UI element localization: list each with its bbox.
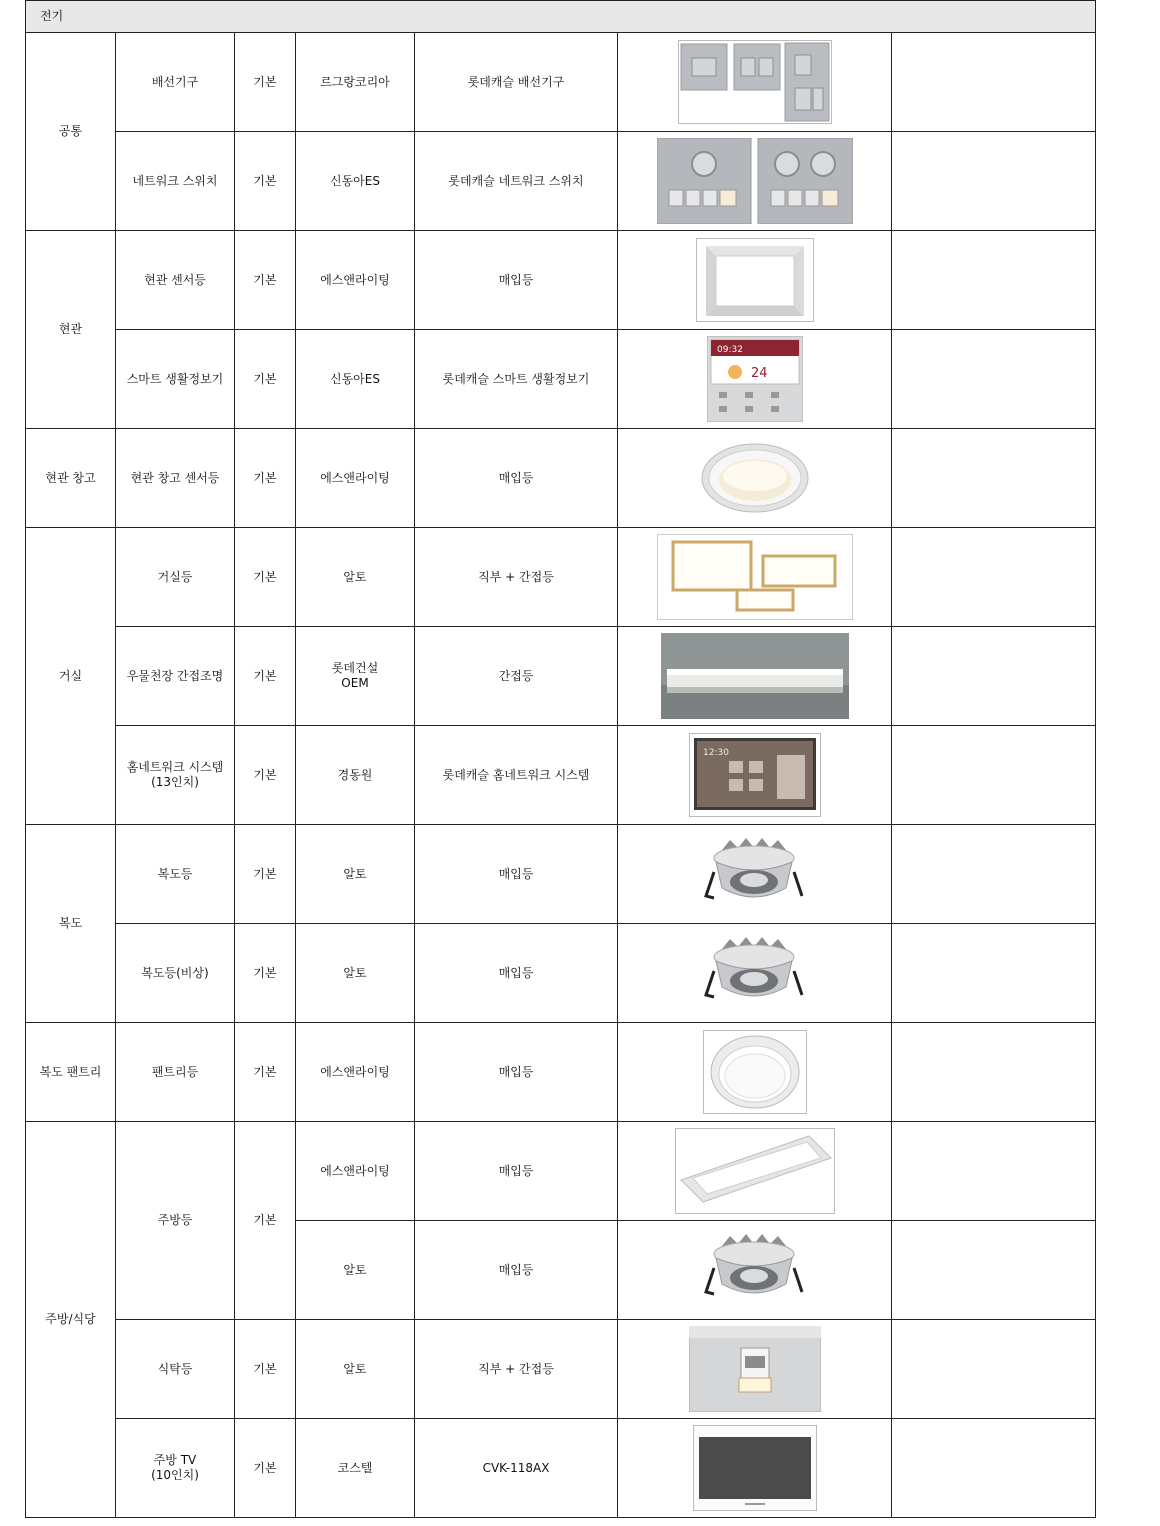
- section-header: 전기: [26, 1, 1096, 33]
- maker-cell: 르그랑코리아: [296, 33, 415, 132]
- product-cell: 매입등: [415, 1023, 618, 1122]
- rect-panel-icon: [675, 1128, 835, 1214]
- product-cell: 직부 + 간접등: [415, 1320, 618, 1419]
- item-cell: 우물천장 간접조명: [116, 627, 235, 726]
- product-cell: 매입등: [415, 825, 618, 924]
- maker-cell: 경동원: [296, 726, 415, 825]
- image-cell: [618, 33, 892, 132]
- image-cell: [618, 231, 892, 330]
- area-cell: 주방/식당: [26, 1122, 116, 1518]
- table-row: [26, 627, 1096, 726]
- kind-cell: 기본: [235, 1023, 296, 1122]
- kind-cell: 기본: [235, 1320, 296, 1419]
- item-cell: 복도등: [116, 825, 235, 924]
- spec-sheet: [25, 0, 1095, 1518]
- maker-cell: 에스앤라이팅: [296, 1122, 415, 1221]
- kind-cell: 기본: [235, 330, 296, 429]
- image-cell: [618, 330, 892, 429]
- image-cell: [618, 528, 892, 627]
- area-cell: 현관: [26, 231, 116, 429]
- item-cell: 현관 센서등: [116, 231, 235, 330]
- pendant-light-icon: [689, 1326, 821, 1412]
- recessed-downlight-icon: [700, 1228, 810, 1312]
- square-downlight-icon: [696, 238, 814, 322]
- note-cell: [892, 627, 1096, 726]
- recessed-downlight-icon: [700, 931, 810, 1015]
- ceiling-panel-icon: [657, 534, 853, 620]
- kind-cell: 기본: [235, 1122, 296, 1320]
- image-cell: [618, 726, 892, 825]
- item-cell: 식탁등: [116, 1320, 235, 1419]
- table-row: [26, 429, 1096, 528]
- maker-cell: 코스텔: [296, 1419, 415, 1518]
- table-row: [26, 1419, 1096, 1518]
- note-cell: [892, 33, 1096, 132]
- maker-cell: 에스앤라이팅: [296, 231, 415, 330]
- product-cell: 매입등: [415, 1221, 618, 1320]
- area-cell: 공통: [26, 33, 116, 231]
- note-cell: [892, 231, 1096, 330]
- image-cell: [618, 429, 892, 528]
- kind-cell: 기본: [235, 825, 296, 924]
- linear-light-icon: [661, 633, 849, 719]
- table-row: [26, 825, 1096, 924]
- image-cell: [618, 825, 892, 924]
- product-cell: 매입등: [415, 1122, 618, 1221]
- product-cell: 직부 + 간접등: [415, 528, 618, 627]
- table-row: [26, 528, 1096, 627]
- note-cell: [892, 429, 1096, 528]
- recessed-downlight-icon: [700, 832, 810, 916]
- smart-panel-time: 09:32: [716, 345, 743, 355]
- image-cell: [618, 1122, 892, 1221]
- area-cell: 복도: [26, 825, 116, 1023]
- note-cell: [892, 1023, 1096, 1122]
- item-cell: 주방 TV (10인치): [116, 1419, 235, 1518]
- table-row: [26, 231, 1096, 330]
- kitchen-tv-icon: [693, 1425, 817, 1511]
- item-cell: 팬트리등: [116, 1023, 235, 1122]
- home-network-tablet-icon: [689, 733, 821, 817]
- note-cell: [892, 924, 1096, 1023]
- note-cell: [892, 1320, 1096, 1419]
- image-cell: [618, 1023, 892, 1122]
- area-cell: 거실: [26, 528, 116, 825]
- item-cell: 홈네트워크 시스템 (13인치): [116, 726, 235, 825]
- table-row: [26, 33, 1096, 132]
- round-downlight-icon: [700, 438, 810, 518]
- item-cell: 배선기구: [116, 33, 235, 132]
- note-cell: [892, 825, 1096, 924]
- note-cell: [892, 1122, 1096, 1221]
- product-cell: 매입등: [415, 924, 618, 1023]
- kind-cell: 기본: [235, 1419, 296, 1518]
- product-cell: 롯데캐슬 홈네트워크 시스템: [415, 726, 618, 825]
- maker-cell: 신동아ES: [296, 330, 415, 429]
- note-cell: [892, 1419, 1096, 1518]
- kind-cell: 기본: [235, 429, 296, 528]
- image-cell: [618, 132, 892, 231]
- maker-cell: 에스앤라이팅: [296, 429, 415, 528]
- product-cell: 간접등: [415, 627, 618, 726]
- item-cell: 네트워크 스위치: [116, 132, 235, 231]
- round-downlight-icon: [703, 1030, 807, 1114]
- table-row: [26, 1122, 1096, 1221]
- table-row: [26, 1023, 1096, 1122]
- maker-cell: 에스앤라이팅: [296, 1023, 415, 1122]
- area-cell: 복도 팬트리: [26, 1023, 116, 1122]
- table-row: [26, 924, 1096, 1023]
- maker-cell: 알토: [296, 924, 415, 1023]
- electrical-spec-table: [25, 0, 1096, 1518]
- kind-cell: 기본: [235, 33, 296, 132]
- maker-cell: 알토: [296, 825, 415, 924]
- tablet-time: 12:30: [702, 748, 729, 758]
- maker-cell: 알토: [296, 528, 415, 627]
- product-cell: 매입등: [415, 429, 618, 528]
- wiring-switch-icon: [678, 40, 832, 124]
- area-cell: 현관 창고: [26, 429, 116, 528]
- kind-cell: 기본: [235, 627, 296, 726]
- note-cell: [892, 132, 1096, 231]
- item-cell: 주방등: [116, 1122, 235, 1320]
- kind-cell: 기본: [235, 132, 296, 231]
- smart-panel-icon: [707, 336, 803, 422]
- kind-cell: 기본: [235, 924, 296, 1023]
- note-cell: [892, 528, 1096, 627]
- image-cell: [618, 627, 892, 726]
- image-cell: [618, 1320, 892, 1419]
- product-cell: CVK-118AX: [415, 1419, 618, 1518]
- smart-panel-temp: 24: [750, 366, 768, 381]
- note-cell: [892, 726, 1096, 825]
- note-cell: [892, 1221, 1096, 1320]
- table-row: [26, 726, 1096, 825]
- table-row: [26, 330, 1096, 429]
- item-cell: 현관 창고 센서등: [116, 429, 235, 528]
- item-cell: 복도등(비상): [116, 924, 235, 1023]
- item-cell: 스마트 생활정보기: [116, 330, 235, 429]
- product-cell: 롯데캐슬 네트워크 스위치: [415, 132, 618, 231]
- kind-cell: 기본: [235, 231, 296, 330]
- product-cell: 롯데캐슬 스마트 생활정보기: [415, 330, 618, 429]
- kind-cell: 기본: [235, 528, 296, 627]
- note-cell: [892, 330, 1096, 429]
- image-cell: [618, 924, 892, 1023]
- product-cell: 매입등: [415, 231, 618, 330]
- maker-cell: 롯데건설 OEM: [296, 627, 415, 726]
- table-row: [26, 132, 1096, 231]
- maker-cell: 알토: [296, 1221, 415, 1320]
- maker-cell: 신동아ES: [296, 132, 415, 231]
- network-switch-icon: [657, 138, 853, 224]
- item-cell: 거실등: [116, 528, 235, 627]
- image-cell: [618, 1221, 892, 1320]
- table-row: [26, 1320, 1096, 1419]
- kind-cell: 기본: [235, 726, 296, 825]
- product-cell: 롯데캐슬 배선기구: [415, 33, 618, 132]
- image-cell: [618, 1419, 892, 1518]
- maker-cell: 알토: [296, 1320, 415, 1419]
